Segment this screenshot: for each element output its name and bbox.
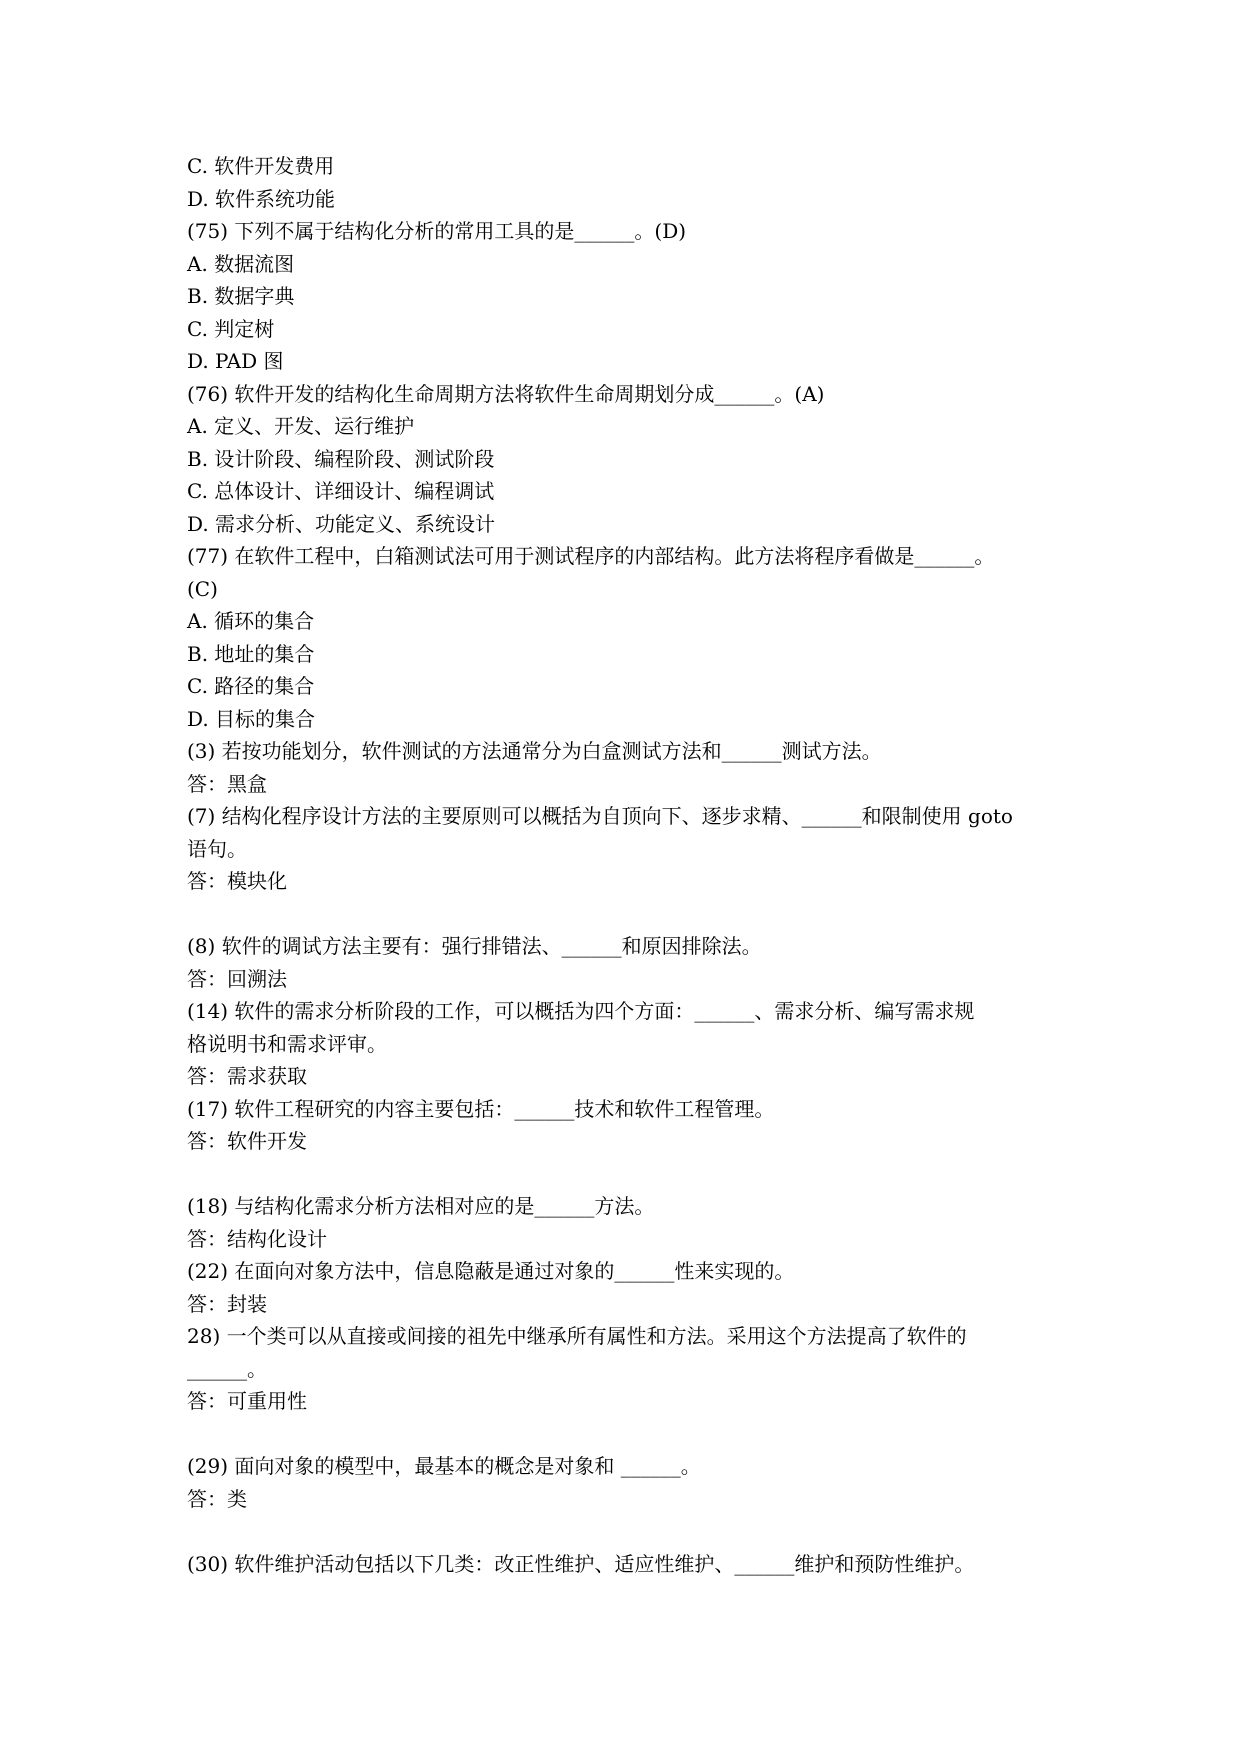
question-22: (22) 在面向对象方法中，信息隐蔽是通过对象的______性来实现的。 <box>187 1259 795 1283</box>
option-b-line: B. 地址的集合 <box>187 641 315 666</box>
answer-line: 答：软件开发 <box>187 1129 307 1153</box>
blank-line <box>187 1418 1057 1451</box>
question-30: (30) 软件维护活动包括以下几类：改正性维护、适应性维护、______维护和预防性维护。 <box>187 1551 975 1576</box>
blank-line <box>187 1515 1057 1548</box>
blank-line <box>187 898 1057 931</box>
question-14: (14) 软件的需求分析阶段的工作，可以概括为四个方面：______、需求分析、编写需求规 <box>187 999 975 1023</box>
option-a-line: A. 定义、开发、运行维护 <box>187 414 415 438</box>
option-d-line: D. 目标的集合 <box>187 706 316 731</box>
question-77-answer-key: (C) <box>187 576 218 601</box>
question-18: (18) 与结构化需求分析方法相对应的是______方法。 <box>187 1194 655 1218</box>
document-page <box>187 150 1057 1580</box>
question-17: (17) 软件工程研究的内容主要包括：______技术和软件工程管理。 <box>187 1096 775 1121</box>
question-7-continuation: 语句。 <box>187 836 247 861</box>
question-76: (76) 软件开发的结构化生命周期方法将软件生命周期划分成______。(A) <box>187 381 825 406</box>
question-29: (29) 面向对象的模型中，最基本的概念是对象和 ______。 <box>187 1454 701 1478</box>
option-c-line: C. 总体设计、详细设计、编程调试 <box>187 479 495 503</box>
option-c-line: C. 判定树 <box>187 316 275 341</box>
option-d-line: D. PAD 图 <box>187 349 284 373</box>
option-c-line: C. 路径的集合 <box>187 674 315 698</box>
option-a-line: A. 循环的集合 <box>187 609 315 633</box>
answer-line: 答：模块化 <box>187 869 287 893</box>
option-c-line: C. 软件开发费用 <box>187 154 335 178</box>
option-d-line: D. 需求分析、功能定义、系统设计 <box>187 511 496 536</box>
answer-line: 答：结构化设计 <box>187 1226 327 1251</box>
answer-line: 答：回溯法 <box>187 966 287 991</box>
blank-line <box>187 1158 1057 1191</box>
question-3: (3) 若按功能划分，软件测试的方法通常分为白盒测试方法和______测试方法。 <box>187 739 882 763</box>
answer-line: 答：黑盒 <box>187 771 267 796</box>
question-7: (7) 结构化程序设计方法的主要原则可以概括为自顶向下、逐步求精、______和限制使用 goto <box>187 804 1013 828</box>
option-b-line: B. 数据字典 <box>187 284 295 308</box>
question-28: 28) 一个类可以从直接或间接的祖先中继承所有属性和方法。采用这个方法提高了软件的 <box>187 1324 967 1348</box>
option-b-line: B. 设计阶段、编程阶段、测试阶段 <box>187 446 495 471</box>
answer-line: 答：可重用性 <box>187 1389 307 1413</box>
option-a-line: A. 数据流图 <box>187 251 295 276</box>
answer-line: 答：封装 <box>187 1291 267 1316</box>
answer-line: 答：需求获取 <box>187 1064 307 1088</box>
question-28-continuation: ______。 <box>187 1356 267 1381</box>
question-77: (77) 在软件工程中，白箱测试法可用于测试程序的内部结构。此方法将程序看做是______。 <box>187 544 995 568</box>
answer-line: 答：类 <box>187 1486 247 1511</box>
option-d-line: D. 软件系统功能 <box>187 186 336 211</box>
question-8: (8) 软件的调试方法主要有：强行排错法、______和原因排除法。 <box>187 934 762 958</box>
question-75: (75) 下列不属于结构化分析的常用工具的是______。(D) <box>187 219 687 243</box>
question-14-continuation: 格说明书和需求评审。 <box>187 1031 387 1056</box>
